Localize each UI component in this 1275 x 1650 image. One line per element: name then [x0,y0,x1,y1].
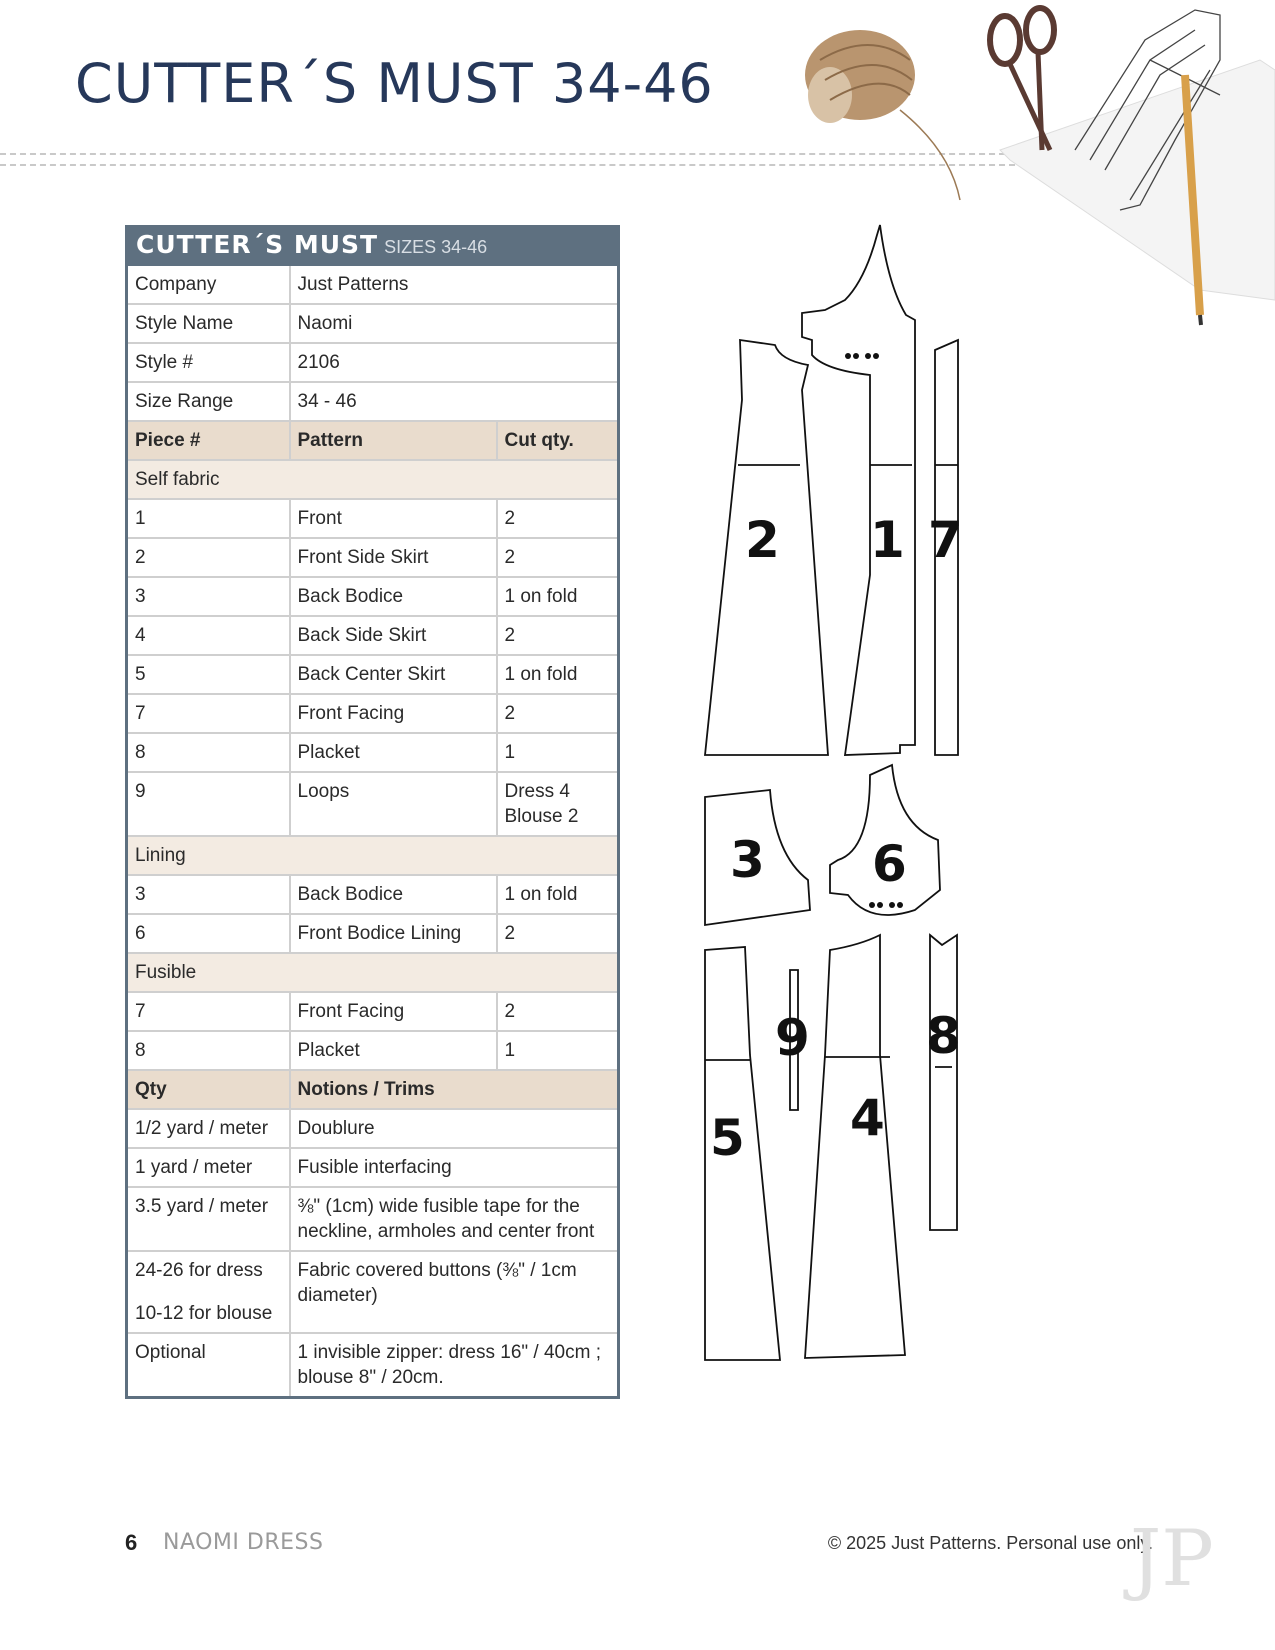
info-row-style-name [127,304,619,343]
table-row [127,992,619,1031]
pattern-name: Front [290,499,497,538]
cut-qty: 2 [497,992,619,1031]
pattern-name: Back Center Skirt [290,655,497,694]
section-self-fabric [127,460,619,499]
info-value: Naomi [290,304,619,343]
table-row [127,655,619,694]
notions-row [127,1148,619,1187]
column-header-piece: Piece # [127,421,290,460]
notions-row [127,1109,619,1148]
piece-label-4: 4 [850,1089,885,1147]
table-row [127,538,619,577]
cut-qty-dress: Dress 4 [504,781,570,802]
notion-item: 1 invisible zipper: dress 16" / 40cm ; blouse 8" / 20cm. [290,1333,619,1398]
piece-number: 8 [127,733,290,772]
info-label: Style Name [127,304,290,343]
notion-item: ⅜" (1cm) wide fusible tape for the neckline, armholes and center front [290,1187,619,1251]
section-label: Lining [127,836,619,875]
pattern-name: Placket [290,733,497,772]
piece-label-8: 8 [926,1007,961,1065]
scissors-icon [990,8,1054,150]
piece-number: 4 [127,616,290,655]
info-row-size-range [127,382,619,421]
piece-label-7: 7 [928,511,963,569]
info-value: 34 - 46 [290,382,619,421]
svg-text:JP: JP [1130,1514,1214,1604]
section-fusible [127,953,619,992]
info-label: Company [127,265,290,304]
table-header [127,227,619,266]
notion-qty-blouse: 10-12 for blouse [135,1303,273,1324]
notion-item: Fusible interfacing [290,1148,619,1187]
notion-item: Fabric covered buttons (⅜" / 1cm diameter) [290,1251,619,1333]
piece-label-6: 6 [872,835,907,893]
table-row [127,875,619,914]
pattern-piece-placket [930,935,957,1230]
cut-qty [497,772,619,836]
pattern-name: Front Facing [290,992,497,1031]
piece-number: 8 [127,1031,290,1070]
piece-number: 1 [127,499,290,538]
notion-qty: 1/2 yard / meter [127,1109,290,1148]
pattern-name: Front Bodice Lining [290,914,497,953]
table-row [127,772,619,836]
page-number: 6 [125,1530,138,1555]
table-header-sizes: SIZES 34-46 [384,237,488,257]
table-header-title: CUTTER´S MUST [136,230,379,259]
column-header-row [127,421,619,460]
cut-qty: 1 [497,1031,619,1070]
notion-qty: 3.5 yard / meter [127,1187,290,1251]
piece-number: 3 [127,577,290,616]
pattern-pieces-diagram [710,225,1030,1440]
section-label: Self fabric [127,460,619,499]
notion-qty: 1 yard / meter [127,1148,290,1187]
table-row [127,577,619,616]
section-label: Fusible [127,953,619,992]
cut-qty: 1 on fold [497,655,619,694]
notion-qty [127,1251,290,1333]
piece-label-1: 1 [870,511,905,569]
cut-qty: 2 [497,538,619,577]
column-header-qty: Cut qty. [497,421,619,460]
table-row [127,499,619,538]
cut-qty: 1 on fold [497,577,619,616]
cut-qty: 2 [497,914,619,953]
pattern-name: Front Facing [290,694,497,733]
info-value: 2106 [290,343,619,382]
piece-number: 7 [127,992,290,1031]
notions-header-row [127,1070,619,1109]
table-row [127,733,619,772]
pattern-name: Placket [290,1031,497,1070]
info-label: Style # [127,343,290,382]
cutters-must-table [125,225,620,1399]
cut-qty: 1 [497,733,619,772]
piece-label-9: 9 [775,1009,810,1067]
pattern-name: Back Bodice [290,875,497,914]
cut-qty: 2 [497,694,619,733]
notions-row [127,1333,619,1398]
footer-copyright: © 2025 Just Patterns. Personal use only. [827,1533,1153,1553]
cut-qty: 1 on fold [497,875,619,914]
piece-number: 7 [127,694,290,733]
notion-qty: Optional [127,1333,290,1398]
cut-qty: 2 [497,499,619,538]
notions-header-item: Notions / Trims [290,1070,619,1109]
piece-number: 3 [127,875,290,914]
piece-label-2: 2 [745,511,780,569]
table-row [127,1031,619,1070]
column-header-pattern: Pattern [290,421,497,460]
section-lining [127,836,619,875]
notions-row [127,1187,619,1251]
notion-qty-dress: 24-26 for dress [135,1260,263,1281]
piece-number: 9 [127,772,290,836]
info-value: Just Patterns [290,265,619,304]
info-row-style-number [127,343,619,382]
notions-header-qty: Qty [127,1070,290,1109]
piece-label-5: 5 [710,1109,745,1167]
table-row [127,914,619,953]
pattern-name: Loops [290,772,497,836]
thread-spool-icon [805,30,960,200]
info-row-company [127,265,619,304]
footer-doc-title: NAOMI DRESS [163,1530,324,1555]
page-title: CUTTER´S MUST 34-46 [75,52,714,115]
piece-number: 5 [127,655,290,694]
just-patterns-logo [1130,1505,1215,1604]
pattern-name: Back Side Skirt [290,616,497,655]
cut-qty: 2 [497,616,619,655]
pattern-name: Front Side Skirt [290,538,497,577]
piece-number: 2 [127,538,290,577]
piece-label-3: 3 [730,831,765,889]
table-row [127,694,619,733]
pattern-name: Back Bodice [290,577,497,616]
cut-qty-blouse: Blouse 2 [504,806,579,827]
table-row [127,616,619,655]
info-label: Size Range [127,382,290,421]
notion-item: Doublure [290,1109,619,1148]
piece-number: 6 [127,914,290,953]
notions-row [127,1251,619,1333]
